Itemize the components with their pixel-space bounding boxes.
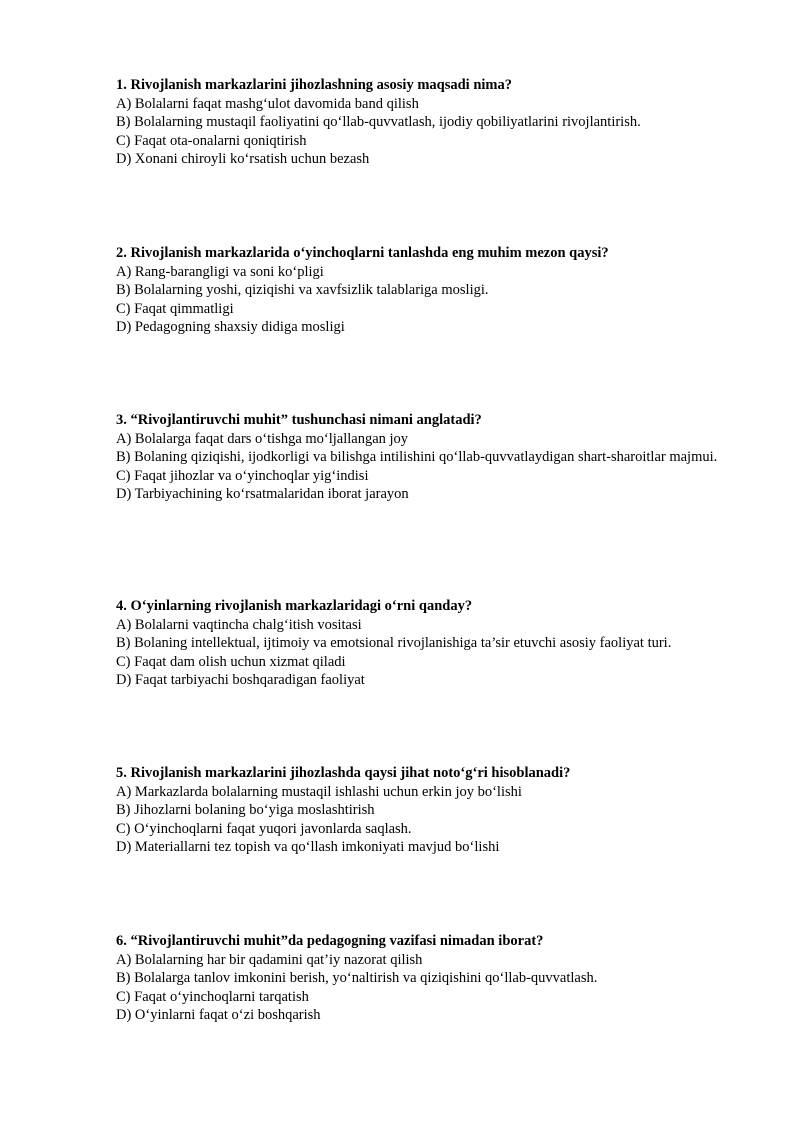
question-title: 1. Rivojlanish markazlarini jihozlashning asosiy maqsadi nima? xyxy=(116,77,512,93)
option-b: B) Bolaning intellektual, ijtimoiy va emotsional rivojlanishiga ta’sir etuvchi asosiy faoliyat turi. xyxy=(116,635,672,651)
option-c: C) Faqat o‘yinchoqlarni tarqatish xyxy=(116,988,309,1005)
option-d: D) Tarbiyachining ko‘rsatmalaridan iborat jarayon xyxy=(116,486,409,502)
option-b: B) Bolalarning yoshi, qiziqishi va xavfsizlik talablariga mosligi. xyxy=(116,282,489,298)
question-title: 6. “Rivojlantiruvchi muhit”da pedagogning vazifasi nimadan iborat? xyxy=(116,933,544,949)
question-4 xyxy=(116,597,756,690)
option-c: C) Faqat dam olish uchun xizmat qiladi xyxy=(116,653,346,670)
question-title: 2. Rivojlanish markazlarida o‘yinchoqlarni tanlashda eng muhim mezon qaysi? xyxy=(116,245,609,261)
option-b: B) Bolaning qiziqishi, ijodkorligi va bilishga intilishini qo‘llab-quvvatlaydigan shart-sharoitlar majmui. xyxy=(116,449,718,465)
option-a: A) Bolalarni vaqtincha chalg‘itish vositasi xyxy=(116,616,362,633)
question-title: 5. Rivojlanish markazlarini jihozlashda qaysi jihat noto‘g‘ri hisoblanadi? xyxy=(116,765,571,781)
question-1 xyxy=(116,76,756,169)
option-b: B) Bolalarga tanlov imkonini berish, yo‘naltirish va qiziqishini qo‘llab-quvvatlash. xyxy=(116,970,598,986)
option-a: A) Bolalarning har bir qadamini qat’iy nazorat qilish xyxy=(116,951,423,968)
option-b: B) Bolalarning mustaqil faoliyatini qo‘llab-quvvatlash, ijodiy qobiliyatlarini rivojlantirish. xyxy=(116,114,641,130)
option-c: C) Faqat jihozlar va o‘yinchoqlar yig‘indisi xyxy=(116,467,369,484)
option-d: D) Faqat tarbiyachi boshqaradigan faoliyat xyxy=(116,672,365,688)
option-a: A) Bolalarga faqat dars o‘tishga mo‘ljallangan joy xyxy=(116,430,409,447)
question-title: 3. “Rivojlantiruvchi muhit” tushunchasi nimani anglatadi? xyxy=(116,412,482,428)
option-d: D) O‘yinlarni faqat o‘zi boshqarish xyxy=(116,1007,321,1023)
option-d: D) Materiallarni tez topish va qo‘llash imkoniyati mavjud bo‘lishi xyxy=(116,839,500,855)
option-d: D) Pedagogning shaxsiy didiga mosligi xyxy=(116,319,345,335)
question-2 xyxy=(116,244,756,337)
question-title: 4. O‘yinlarning rivojlanish markazlaridagi o‘rni qanday? xyxy=(116,598,473,614)
option-d: D) Xonani chiroyli ko‘rsatish uchun bezash xyxy=(116,151,370,167)
option-c: C) Faqat qimmatligi xyxy=(116,300,234,317)
question-5 xyxy=(116,764,756,857)
option-c: C) O‘yinchoqlarni faqat yuqori javonlarda saqlash. xyxy=(116,820,412,837)
question-3 xyxy=(116,411,756,504)
question-6 xyxy=(116,932,756,1025)
option-b: B) Jihozlarni bolaning bo‘yiga moslashtirish xyxy=(116,802,375,818)
option-a: A) Markazlarda bolalarning mustaqil ishlashi uchun erkin joy bo‘lishi xyxy=(116,783,522,800)
option-c: C) Faqat ota-onalarni qoniqtirish xyxy=(116,132,307,149)
option-a: A) Bolalarni faqat mashg‘ulot davomida band qilish xyxy=(116,95,419,112)
option-a: A) Rang-barangligi va soni ko‘pligi xyxy=(116,263,324,280)
